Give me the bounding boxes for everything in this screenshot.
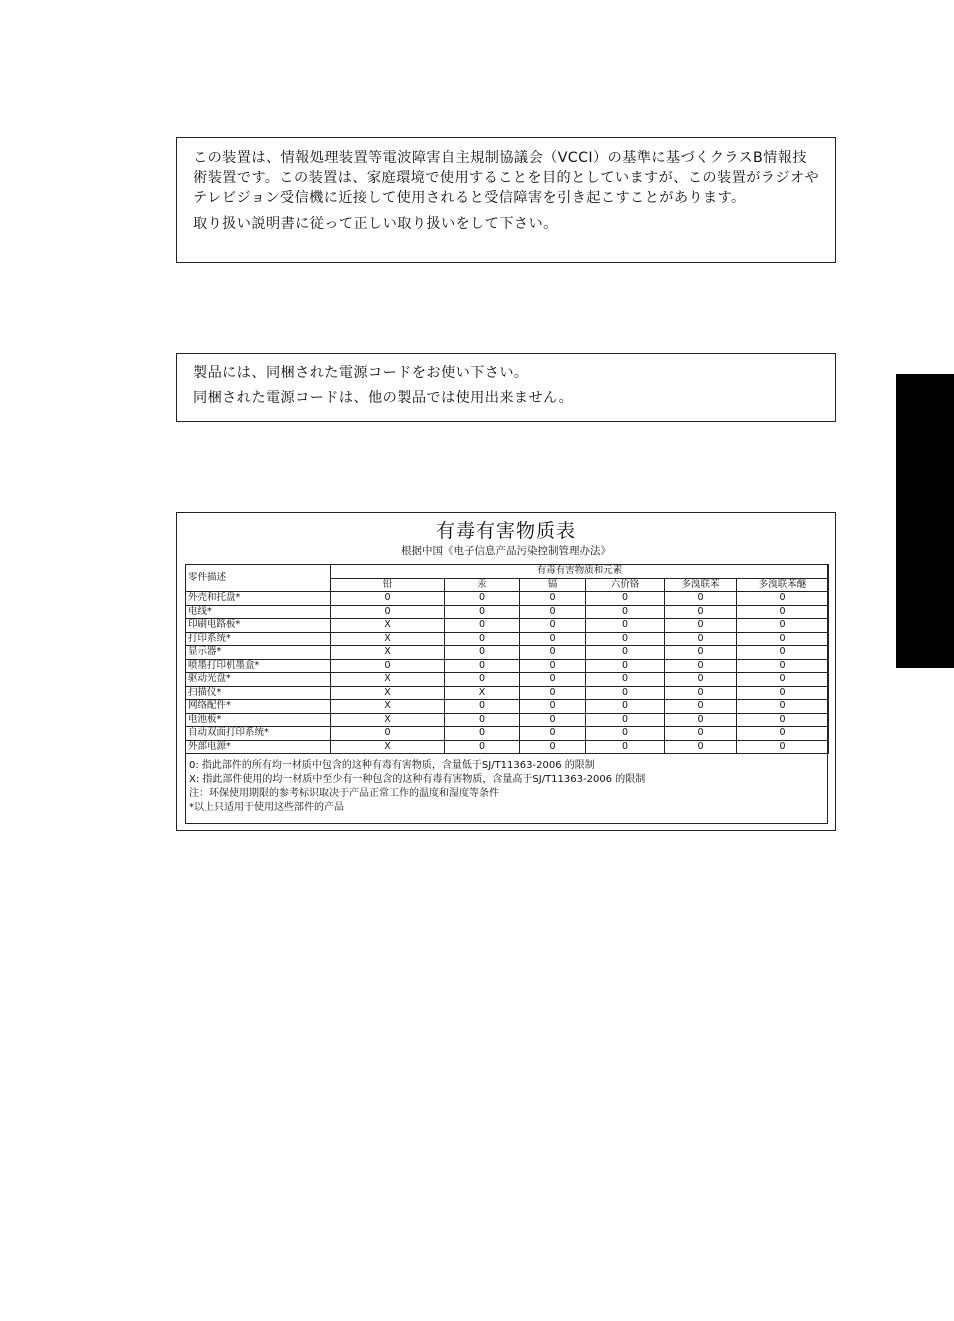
table-row [186,673,829,687]
substance-value: 0 [520,619,586,633]
substance-value: X [331,646,445,660]
substance-value: 0 [520,700,586,714]
substance-value: 0 [665,646,737,660]
substance-value: 0 [586,605,665,619]
substance-value: 0 [520,659,586,673]
rohs-subtitle: 根据中国《电子信息产品污染控制管理办法》 [401,545,611,557]
substance-value: X [331,686,445,700]
substance-value: 0 [586,619,665,633]
substance-value: 0 [665,686,737,700]
substance-value: 0 [586,686,665,700]
substance-value: 0 [586,659,665,673]
substance-header-5: 多溴联苯醚 [737,578,829,592]
hazardous-substances-box [176,512,836,831]
substance-value: 0 [445,713,520,727]
table-row [186,592,829,606]
substance-value: 0 [737,659,829,673]
rohs-note-0: 0: 指此部件的所有均一材质中包含的这种有毒有害物质，含量低于SJ/T11363-2006 的限制 [189,760,595,771]
substance-value: 0 [445,632,520,646]
substance-value: 0 [665,673,737,687]
substance-value: 0 [586,740,665,754]
part-name: 电线* [186,605,331,619]
rohs-table-frame [185,564,828,824]
substance-value: 0 [586,673,665,687]
power-cord-line-2: 同梱された電源コードは、他の製品では使用出来ません。 [193,390,574,406]
substance-value: 0 [665,740,737,754]
part-name: 电池板* [186,713,331,727]
substance-value: 0 [737,619,829,633]
table-row [186,619,829,633]
substance-value: 0 [445,659,520,673]
part-name: 印刷电路板* [186,619,331,633]
substance-value: 0 [520,592,586,606]
part-name: 扫描仪* [186,686,331,700]
substance-value: 0 [665,700,737,714]
substance-value: 0 [737,632,829,646]
substance-value: 0 [331,592,445,606]
part-name: 自动双面打印系统* [186,727,331,741]
substance-value: 0 [737,740,829,754]
substance-value: 0 [520,673,586,687]
substance-value: 0 [586,632,665,646]
table-row [186,727,829,741]
substance-value: 0 [586,700,665,714]
substance-value: 0 [737,646,829,660]
substances-group-header: 有毒有害物质和元素 [331,565,829,579]
substance-value: 0 [737,592,829,606]
substance-value: 0 [445,700,520,714]
substance-header-3: 六价铬 [586,578,665,592]
substance-value: 0 [445,740,520,754]
substance-value: X [331,740,445,754]
substance-value: 0 [520,727,586,741]
part-name: 外部电源* [186,740,331,754]
table-row [186,632,829,646]
substance-value: 0 [665,605,737,619]
table-row [186,740,829,754]
substance-value: 0 [520,686,586,700]
part-name: 打印系统* [186,632,331,646]
rohs-title: 有毒有害物质表 [435,520,576,542]
substance-value: 0 [665,727,737,741]
substance-value: 0 [331,605,445,619]
substance-value: 0 [586,713,665,727]
substance-header-1: 汞 [445,578,520,592]
substance-value: 0 [445,592,520,606]
part-name: 喷墨打印机墨盒* [186,659,331,673]
substance-value: 0 [737,700,829,714]
rohs-note-1: X: 指此部件使用的均一材质中至少有一种包含的这种有毒有害物质，含量高于SJ/T11363-2006 的限制 [189,774,646,785]
substance-value: 0 [445,727,520,741]
substance-value: 0 [445,646,520,660]
vcci-paragraph-2: 取り扱い説明書に従って正しい取り扱いをして下さい。 [193,216,558,232]
substance-value: 0 [445,605,520,619]
substance-value: X [331,700,445,714]
substance-value: 0 [520,605,586,619]
part-name: 外壳和托盘* [186,592,331,606]
substance-value: 0 [586,592,665,606]
rohs-table [185,564,829,754]
substance-value: 0 [445,673,520,687]
table-row [186,700,829,714]
table-row [186,605,829,619]
power-cord-notice-box [176,353,836,422]
substance-value: 0 [586,727,665,741]
substance-value: 0 [737,605,829,619]
rohs-table-body [186,592,829,754]
substance-value: X [445,686,520,700]
substance-value: X [331,673,445,687]
part-description-header: 零件描述 [186,565,331,592]
power-cord-line-1: 製品には、同梱された電源コードをお使い下さい。 [193,365,529,381]
rohs-notes [189,759,645,815]
substance-value: 0 [737,673,829,687]
part-name: 驱动光盘* [186,673,331,687]
substance-value: 0 [331,659,445,673]
substance-value: 0 [520,632,586,646]
substance-value: X [331,713,445,727]
substance-header-2: 镉 [520,578,586,592]
rohs-note-3: *以上只适用于使用这些部件的产品 [189,802,344,813]
substance-value: 0 [520,740,586,754]
substance-value: 0 [737,727,829,741]
substance-value: X [331,619,445,633]
substance-value: 0 [586,646,665,660]
substance-value: 0 [520,713,586,727]
chapter-side-tab [896,374,954,668]
part-name: 网络配件* [186,700,331,714]
substance-value: 0 [665,713,737,727]
substance-value: 0 [665,592,737,606]
substance-value: 0 [665,659,737,673]
substance-value: 0 [445,619,520,633]
substance-value: 0 [331,727,445,741]
substance-value: 0 [520,646,586,660]
rohs-note-2: 注：环保使用期限的参考标识取决于产品正常工作的温度和湿度等条件 [189,788,499,799]
substance-value: 0 [737,713,829,727]
table-row [186,713,829,727]
substance-header-4: 多溴联苯 [665,578,737,592]
substance-header-0: 铅 [331,578,445,592]
substance-value: 0 [737,686,829,700]
substance-value: 0 [665,619,737,633]
substance-value: 0 [665,632,737,646]
part-name: 显示器* [186,646,331,660]
vcci-paragraph-1: この装置は、情報処理装置等電波障害自主規制協議会（VCCI）の基準に基づくクラスB情報技術装置です。この装置は、家庭環境で使用することを目的としていますが、この装置がラジオやテレビジョン受信機に近接して使用されると受信障害を引き起こすことがあります。 [193,150,820,206]
table-row [186,659,829,673]
table-row [186,686,829,700]
substance-value: X [331,632,445,646]
table-row [186,646,829,660]
vcci-notice-box [176,137,836,263]
